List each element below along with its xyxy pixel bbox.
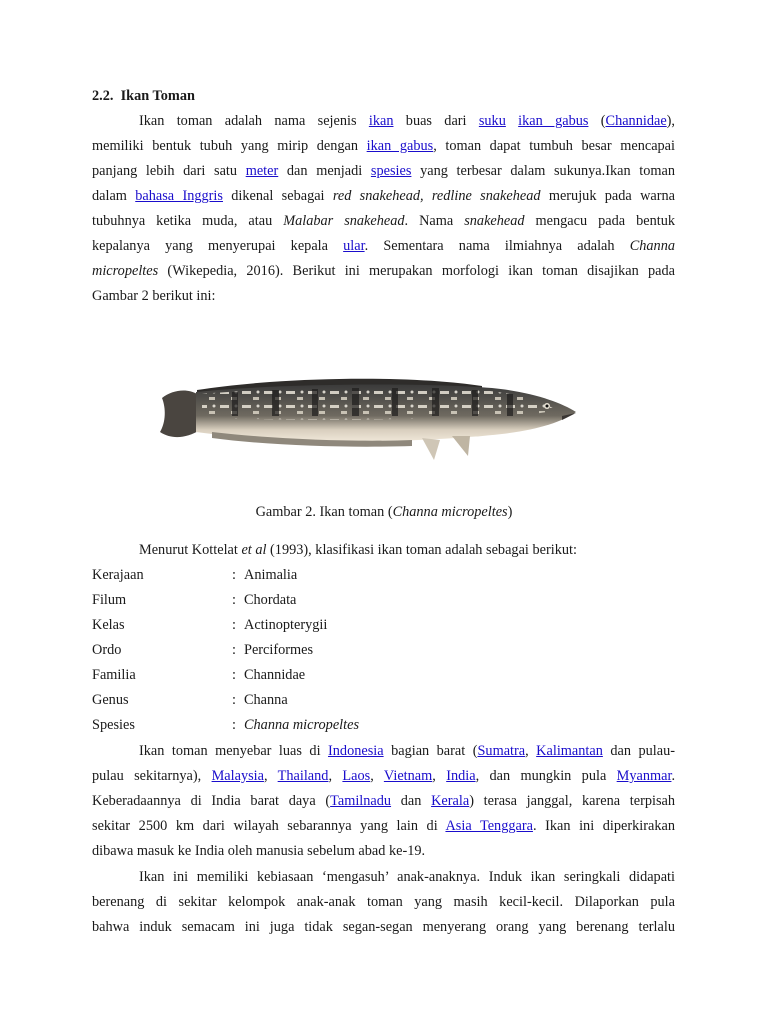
- paragraph-1-line-3: panjang lebih dari satu meter dan menjadi spesies yang terbesar dalam sukunya.Ikan toman: [92, 163, 676, 179]
- paragraph-2-line-4: sekitar 2500 km dari wilayah sebarannya yang lain di Asia Tenggara. Ikan ini diperkirakan: [92, 818, 675, 834]
- document-page: 2.2. Ikan Toman Ikan toman adalah nama sejenis ikan buas dari suku ikan gabus (Channidae), memiliki bentuk tubuh yang mirip dengan ikan gabus, toman dapat tumbuh besar mencapai panjang lebih dari satu meter dan menjadi spesies yang terbesar dalam sukunya.Ikan toman dalam bahasa Inggris dikenal sebagai red snakehead, redline snakehead merujuk pada warna tubuhnya ketika muda, atau Malabar snakehead. Nama snakehead mengacu pada bentuk kepalanya yang menyerupai kepala ular. Sementara nama ilmiahnya adalah Channa micropeltes (Wikepedia, 2016). Berikut ini merupakan morfologi ikan toman disajikan pada Gambar 2 berikut ini: Gambar 2. Ikan toman (Channa micropeltes) Menurut Kottelat et al (1993), klasifikasi ikan toman adalah sebagai berikut: Kerajaan : Animalia Filum : Chordata Kelas : Actinopterygii Ordo : Perciformes Familia : Channidae Genus : Channa Spesies : Channa micropeltes Ikan toman menyebar luas di Indonesia bagian barat (Sumatra, Kalimantan dan pulau- pulau sekitarnya), Malaysia, Thailand, Laos, Vietnam, India, dan mungkin pula Myanmar. Keberadaannya di India barat daya (Tamilnadu dan Kerala) terasa janggal, karena terpisah sekitar 2500 km dari wilayah sebarannya yang lain di Asia Tenggara. Ikan ini diperkirakan dibawa masuk ke India oleh manusia sebelum abad ke-19. Ikan ini memiliki kebiasaan ‘mengasuh’ anak-anaknya. Induk ikan seringkali didapati berenang di sekitar kelompok anak-anak toman yang masih kecil-kecil. Dilaporkan pula bahwa induk semacam ini juga tidak segan-segan menyerang orang yang berenang terlalu: [0, 0, 768, 1024]
- section-heading: [92, 86, 675, 106]
- link-myanmar[interactable]: Myanmar: [616, 768, 672, 784]
- link-channidae[interactable]: Channidae: [605, 113, 667, 129]
- classification-intro: Menurut Kottelat et al (1993), klasifikasi ikan toman adalah sebagai berikut:: [139, 542, 577, 558]
- link-malaysia[interactable]: Malaysia: [211, 768, 264, 784]
- paragraph-1-line-4: dalam bahasa Inggris dikenal sebagai red snakehead, redline snakehead merujuk pada warna: [92, 188, 675, 204]
- paragraph-1-line-5: tubuhnya ketika muda, atau Malabar snakehead. Nama snakehead mengacu pada bentuk: [92, 213, 675, 229]
- link-kalimantan[interactable]: Kalimantan: [536, 743, 603, 759]
- link-ikan[interactable]: ikan: [368, 113, 394, 129]
- paragraph-3-line-2: berenang di sekitar kelompok anak-anak toman yang masih kecil-kecil. Dilaporkan pula: [92, 894, 675, 910]
- figure-caption: Gambar 2. Ikan toman (Channa micropeltes): [255, 504, 513, 520]
- link-laos[interactable]: Laos: [342, 768, 371, 784]
- paragraph-2-line-3: Keberadaannya di India barat daya (Tamilnadu dan Kerala) terasa janggal, karena terpisah: [92, 793, 676, 809]
- link-vietnam[interactable]: Vietnam: [383, 768, 433, 784]
- link-bahasa-inggris[interactable]: bahasa Inggris: [135, 188, 223, 204]
- link-india[interactable]: India: [446, 768, 476, 784]
- paragraph-2-line-5: dibawa masuk ke India oleh manusia sebelum abad ke-19.: [92, 843, 426, 859]
- paragraph-2-line-2: pulau sekitarnya), Malaysia, Thailand, Laos, Vietnam, India, dan mungkin pula Myanmar.: [92, 768, 676, 784]
- paragraph-1-line-6: kepalanya yang menyerupai kepala ular. Sementara nama ilmiahnya adalah Channa: [92, 238, 675, 254]
- paragraph-3-line-1: Ikan ini memiliki kebiasaan ‘mengasuh’ anak-anaknya. Induk ikan seringkali didapati: [139, 869, 675, 885]
- paragraph-1-line-2: memiliki bentuk tubuh yang mirip dengan ikan gabus, toman dapat tumbuh besar mencapai: [92, 138, 675, 154]
- paragraph-1-line-1: Ikan toman adalah nama sejenis ikan buas dari suku ikan gabus (Channidae),: [139, 113, 676, 129]
- link-spesies[interactable]: spesies: [370, 163, 412, 179]
- section-title: Ikan Toman: [120, 88, 195, 104]
- paragraph-1-line-8: Gambar 2 berikut ini:: [92, 288, 216, 304]
- link-indonesia[interactable]: Indonesia: [328, 743, 384, 759]
- link-asia-tenggara[interactable]: Asia Tenggara: [445, 818, 533, 834]
- link-kerala[interactable]: Kerala: [431, 793, 470, 809]
- link-ikan-gabus[interactable]: ikan gabus: [518, 113, 589, 129]
- paragraph-1-line-7: micropeltes (Wikepedia, 2016). Berikut ini merupakan morfologi ikan toman disajikan pada: [92, 263, 675, 279]
- link-tamilnadu[interactable]: Tamilnadu: [330, 793, 392, 809]
- link-ikan-gabus-2[interactable]: ikan gabus: [366, 138, 434, 154]
- paragraph-2-line-1: Ikan toman menyebar luas di Indonesia bagian barat (Sumatra, Kalimantan dan pulau-: [139, 743, 675, 759]
- link-thailand[interactable]: Thailand: [277, 768, 329, 784]
- paragraph-3-line-3: bahwa induk semacam ini juga tidak segan-segan menyerang orang yang berenang terlalu: [92, 919, 675, 935]
- link-ular[interactable]: ular: [343, 238, 365, 254]
- link-sumatra[interactable]: Sumatra: [477, 743, 526, 759]
- section-number: 2.2.: [92, 88, 114, 104]
- link-suku[interactable]: suku: [478, 113, 506, 129]
- link-meter[interactable]: meter: [245, 163, 279, 179]
- snakehead-fish-image: [152, 360, 582, 470]
